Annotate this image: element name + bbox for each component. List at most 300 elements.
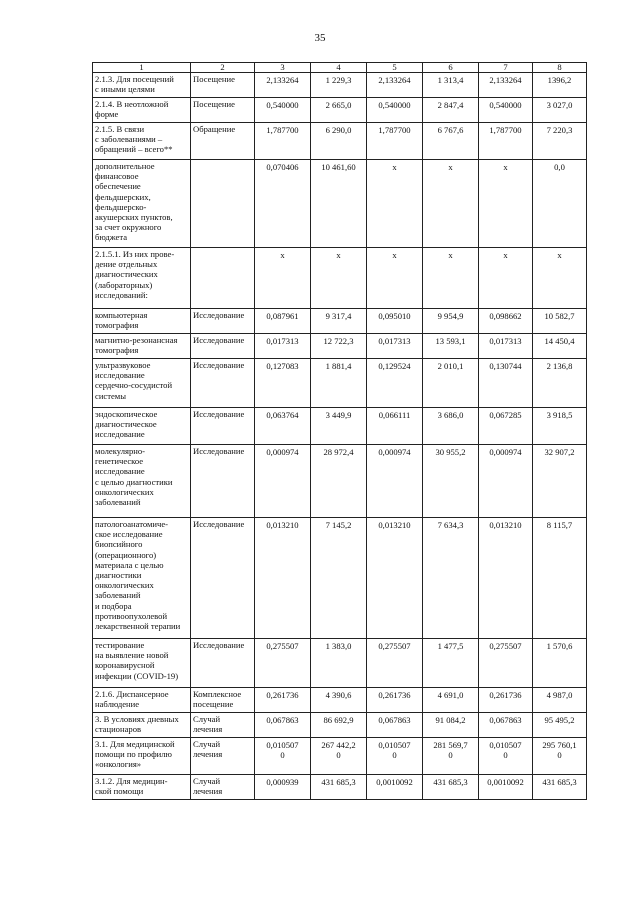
value-cell — [533, 713, 587, 738]
value-cell — [423, 359, 479, 408]
cell-text: томография — [95, 345, 139, 356]
cell-text: 0,070406 — [266, 162, 299, 172]
value-cell — [533, 639, 587, 688]
cell-text: магнитно-резонансная — [95, 335, 178, 345]
cell-text: 0,275507 — [266, 641, 299, 651]
cell-text: на выявление новой — [95, 650, 169, 661]
cell-text: 3 686,0 — [437, 410, 464, 420]
cell-text: исследование — [95, 370, 145, 381]
cell-text: ультразвуковое — [95, 360, 151, 370]
value-cell — [479, 309, 533, 334]
table-row — [93, 738, 587, 775]
cell-text: 0,0010092 — [487, 777, 524, 787]
value-cell — [255, 334, 311, 359]
cell-text: финансовое — [95, 171, 139, 182]
cell-text: 0 — [448, 750, 453, 761]
value-cell — [479, 518, 533, 639]
cell-text: 0,129524 — [378, 361, 411, 371]
value-cell — [311, 123, 367, 160]
value-cell — [423, 248, 479, 309]
cell-text: 0,275507 — [378, 641, 411, 651]
cell-text: 2.1.5. В связи — [95, 124, 145, 134]
cell-text: исследование — [95, 429, 145, 440]
value-cell — [367, 160, 423, 248]
value-cell — [255, 160, 311, 248]
value-cell — [533, 248, 587, 309]
unit-cell — [191, 775, 255, 800]
cell-text: генетическое — [95, 456, 144, 467]
column-number: 7 — [479, 63, 533, 73]
value-cell — [423, 408, 479, 445]
cell-text: 0,067285 — [489, 410, 522, 420]
cell-text: 0,261736 — [489, 690, 522, 700]
cell-text: 0,261736 — [378, 690, 411, 700]
cell-text: дение отдельных — [95, 259, 158, 270]
value-cell — [311, 518, 367, 639]
cell-text: 14 450,4 — [544, 336, 575, 346]
cell-text: (операционного) — [95, 549, 157, 560]
cell-text: 0,000939 — [266, 777, 299, 787]
cell-text: акушерских пунктов, — [95, 212, 173, 223]
table-row — [93, 639, 587, 688]
value-cell — [255, 73, 311, 98]
value-cell — [311, 359, 367, 408]
cell-text: лечения — [193, 724, 223, 735]
cell-text: 0,067863 — [266, 715, 299, 725]
cell-text: 1,787700 — [266, 125, 299, 135]
cell-text: 4 390,6 — [325, 690, 352, 700]
cell-text: биопсийного — [95, 539, 143, 550]
cell-text: Случай — [193, 776, 221, 786]
cell-text: 7 145,2 — [325, 520, 352, 530]
table-row — [93, 408, 587, 445]
row-name-cell — [93, 688, 191, 713]
cell-text: Исследование — [193, 409, 245, 419]
cell-text: заболеваний — [95, 590, 141, 601]
column-number-row — [93, 63, 587, 73]
unit-cell — [191, 688, 255, 713]
value-cell — [533, 518, 587, 639]
cell-text: коронавирусной — [95, 660, 155, 671]
table-row — [93, 713, 587, 738]
value-cell — [311, 334, 367, 359]
cell-text: 0,275507 — [489, 641, 522, 651]
cell-text: 9 317,4 — [325, 311, 352, 321]
cell-text: с заболеваниями – — [95, 134, 163, 145]
cell-text: 0,010507 — [266, 740, 299, 750]
cell-text: 0 — [557, 750, 562, 761]
value-cell — [367, 334, 423, 359]
value-cell — [367, 775, 423, 800]
cell-text: 2,133264 — [378, 75, 411, 85]
cell-text: 0,017313 — [489, 336, 522, 346]
cell-text: 86 692,9 — [323, 715, 354, 725]
cell-text: стационаров — [95, 724, 142, 735]
cell-text: 12 722,3 — [323, 336, 354, 346]
cell-text: 0,010507 — [378, 740, 411, 750]
unit-cell — [191, 98, 255, 123]
cell-text: х — [448, 162, 453, 172]
cell-text: материала с целью — [95, 559, 164, 570]
value-cell — [479, 738, 533, 775]
value-cell — [423, 639, 479, 688]
unit-cell — [191, 73, 255, 98]
value-cell — [367, 639, 423, 688]
table-row — [93, 73, 587, 98]
column-number: 6 — [423, 63, 479, 73]
cell-text: 0,017313 — [266, 336, 299, 346]
cell-text: Исследование — [193, 446, 245, 456]
cell-text: 281 569,7 — [433, 740, 468, 750]
row-name-cell — [93, 639, 191, 688]
cell-text: «онкология» — [95, 759, 142, 770]
value-cell — [423, 518, 479, 639]
cell-text: 0,013210 — [266, 520, 299, 530]
cell-text: 10 582,7 — [544, 311, 575, 321]
row-name-cell — [93, 518, 191, 639]
table-row — [93, 688, 587, 713]
cell-text: исследование — [95, 466, 145, 477]
value-cell — [311, 688, 367, 713]
cell-text: Посещение — [193, 99, 235, 109]
cell-text: наблюдение — [95, 699, 140, 710]
cell-text: 2 010,1 — [437, 361, 464, 371]
value-cell — [423, 334, 479, 359]
unit-cell — [191, 334, 255, 359]
cell-text: сердечно-сосудистой — [95, 380, 173, 391]
cell-text: 2.1.5.1. Из них прове- — [95, 249, 175, 259]
table-row — [93, 334, 587, 359]
column-number: 4 — [311, 63, 367, 73]
cell-text: 267 442,2 — [321, 740, 356, 750]
cell-text: 2.1.6. Диспансерное — [95, 689, 169, 699]
value-cell — [311, 73, 367, 98]
row-name-cell — [93, 775, 191, 800]
cell-text: 0,067863 — [378, 715, 411, 725]
cell-text: форме — [95, 109, 119, 120]
value-cell — [479, 334, 533, 359]
row-name-cell — [93, 713, 191, 738]
value-cell — [479, 775, 533, 800]
value-cell — [255, 445, 311, 518]
value-cell — [423, 98, 479, 123]
value-cell — [367, 123, 423, 160]
cell-text: помощи по профилю — [95, 749, 172, 760]
value-cell — [533, 98, 587, 123]
unit-cell — [191, 309, 255, 334]
cell-text: 0,010507 — [489, 740, 522, 750]
cell-text: 91 084,2 — [435, 715, 466, 725]
cell-text: 2.1.3. Для посещений — [95, 74, 174, 84]
cell-text: Исследование — [193, 640, 245, 650]
row-name-cell — [93, 160, 191, 248]
value-cell — [255, 738, 311, 775]
value-cell — [367, 713, 423, 738]
cell-text: 0,017313 — [378, 336, 411, 346]
column-number: 5 — [367, 63, 423, 73]
value-cell — [423, 775, 479, 800]
value-cell — [423, 713, 479, 738]
value-cell — [255, 309, 311, 334]
cell-text: (лабораторных) — [95, 279, 153, 290]
cell-text: 431 685,3 — [433, 777, 468, 787]
value-cell — [255, 688, 311, 713]
cell-text: 0,261736 — [266, 690, 299, 700]
cell-text: 1 477,5 — [437, 641, 464, 651]
unit-cell — [191, 359, 255, 408]
value-cell — [533, 738, 587, 775]
table-row — [93, 98, 587, 123]
value-cell — [479, 408, 533, 445]
table-row — [93, 445, 587, 518]
cell-text: 2 136,8 — [546, 361, 573, 371]
cell-text: 32 907,2 — [544, 447, 575, 457]
page-number: 35 — [314, 32, 326, 44]
cell-text: посещение — [193, 699, 234, 710]
cell-text: 10 461,60 — [321, 162, 356, 172]
cell-text: инфекции (COVID-19) — [95, 670, 179, 681]
value-cell — [479, 248, 533, 309]
cell-text: х — [503, 162, 508, 172]
cell-text: системы — [95, 390, 127, 401]
cell-text: 0,098662 — [489, 311, 522, 321]
cell-text: 7 634,3 — [437, 520, 464, 530]
value-cell — [533, 309, 587, 334]
cell-text: Исследование — [193, 519, 245, 529]
value-cell — [255, 775, 311, 800]
cell-text: 0,000974 — [378, 447, 411, 457]
cell-text: 2 665,0 — [325, 100, 352, 110]
value-cell — [367, 445, 423, 518]
column-number: 1 — [93, 63, 191, 73]
value-cell — [423, 445, 479, 518]
value-cell — [255, 518, 311, 639]
value-cell — [311, 639, 367, 688]
unit-cell — [191, 738, 255, 775]
cell-text: 3. В условиях дневных — [95, 714, 179, 724]
cell-text: 1 229,3 — [325, 75, 352, 85]
cell-text: фельдшерских, — [95, 191, 151, 202]
row-name-cell — [93, 73, 191, 98]
value-cell — [479, 73, 533, 98]
value-cell — [255, 639, 311, 688]
value-cell — [533, 688, 587, 713]
cell-text: 2 847,4 — [437, 100, 464, 110]
cell-text: 0,013210 — [378, 520, 411, 530]
cell-text: 0,0 — [554, 162, 565, 172]
row-name-cell — [93, 248, 191, 309]
cell-text: 0,087961 — [266, 311, 299, 321]
cell-text: лекарственной терапии — [95, 621, 181, 632]
cell-text: 1 313,4 — [437, 75, 464, 85]
value-cell — [367, 359, 423, 408]
cell-text: 2,133264 — [266, 75, 299, 85]
value-cell — [311, 445, 367, 518]
value-cell — [311, 309, 367, 334]
cell-text: Случай — [193, 739, 221, 749]
cell-text: 3 449,9 — [325, 410, 352, 420]
value-cell — [533, 445, 587, 518]
cell-text: Исследование — [193, 310, 245, 320]
cell-text: тестирование — [95, 640, 145, 650]
cell-text: ской помощи — [95, 786, 144, 797]
cell-text: Случай — [193, 714, 221, 724]
cell-text: 6 290,0 — [325, 125, 352, 135]
table-row — [93, 775, 587, 800]
cell-text: 13 593,1 — [435, 336, 466, 346]
value-cell — [367, 98, 423, 123]
cell-text: 8 115,7 — [546, 520, 573, 530]
cell-text: 0,540000 — [378, 100, 411, 110]
cell-text: и подбора — [95, 600, 132, 611]
value-cell — [311, 160, 367, 248]
cell-text: исследований: — [95, 289, 148, 300]
cell-text: 0,0010092 — [376, 777, 413, 787]
cell-text: 1 383,0 — [325, 641, 352, 651]
value-cell — [255, 408, 311, 445]
cell-text: с целью диагностики — [95, 476, 173, 487]
unit-cell — [191, 445, 255, 518]
value-cell — [255, 713, 311, 738]
cell-text: 1 881,4 — [325, 361, 352, 371]
value-cell — [479, 160, 533, 248]
cell-text: х — [392, 250, 397, 260]
value-cell — [367, 688, 423, 713]
cell-text: лечения — [193, 749, 223, 760]
cell-text: 4 987,0 — [546, 690, 573, 700]
cell-text: х — [336, 250, 341, 260]
value-cell — [367, 738, 423, 775]
row-name-cell — [93, 123, 191, 160]
value-cell — [423, 738, 479, 775]
cell-text: 4 691,0 — [437, 690, 464, 700]
cell-text: 0,000974 — [266, 447, 299, 457]
cell-text: 431 685,3 — [542, 777, 577, 787]
cell-text: 0,013210 — [489, 520, 522, 530]
cell-text: 1396,2 — [547, 75, 572, 85]
row-name-cell — [93, 334, 191, 359]
cell-text: 0,095010 — [378, 311, 411, 321]
cell-text: фельдшерско- — [95, 201, 147, 212]
row-name-cell — [93, 98, 191, 123]
cell-text: обеспечение — [95, 181, 141, 192]
value-cell — [255, 123, 311, 160]
cell-text: х — [280, 250, 285, 260]
cell-text: 1,787700 — [489, 125, 522, 135]
table-row — [93, 160, 587, 248]
unit-cell — [191, 639, 255, 688]
unit-cell — [191, 123, 255, 160]
cell-text: патологоанатомиче- — [95, 519, 169, 529]
value-cell — [311, 713, 367, 738]
cell-text: 6 767,6 — [437, 125, 464, 135]
cell-text: 3 918,5 — [546, 410, 573, 420]
cell-text: диагностических — [95, 269, 158, 280]
value-cell — [367, 248, 423, 309]
value-cell — [479, 688, 533, 713]
cell-text: 28 972,4 — [323, 447, 354, 457]
table-row — [93, 248, 587, 309]
cell-text: 0,067863 — [489, 715, 522, 725]
value-cell — [311, 98, 367, 123]
value-cell — [479, 713, 533, 738]
cell-text: 0 — [336, 750, 341, 761]
cell-text: 9 954,9 — [437, 311, 464, 321]
value-cell — [423, 123, 479, 160]
unit-cell — [191, 713, 255, 738]
cell-text: Обращение — [193, 124, 236, 134]
value-cell — [479, 445, 533, 518]
cell-text: 431 685,3 — [321, 777, 356, 787]
value-cell — [311, 248, 367, 309]
unit-cell — [191, 248, 255, 309]
cell-text: 0,066111 — [378, 410, 411, 420]
value-cell — [423, 160, 479, 248]
cell-text: 30 955,2 — [435, 447, 466, 457]
cell-text: 0 — [503, 750, 508, 761]
table-row — [93, 518, 587, 639]
cell-text: 295 760,1 — [542, 740, 577, 750]
value-cell — [423, 73, 479, 98]
cell-text: 0,063764 — [266, 410, 299, 420]
cell-text: диагностики — [95, 570, 142, 581]
value-cell — [255, 359, 311, 408]
cell-text: х — [448, 250, 453, 260]
value-cell — [533, 408, 587, 445]
cell-text: 0,130744 — [489, 361, 522, 371]
cell-text: ское исследование — [95, 529, 163, 540]
cell-text: 0,540000 — [489, 100, 522, 110]
value-cell — [533, 73, 587, 98]
value-cell — [479, 639, 533, 688]
value-cell — [533, 123, 587, 160]
cell-text: заболеваний — [95, 497, 141, 508]
cell-text: лечения — [193, 786, 223, 797]
cell-text: 0,000974 — [489, 447, 522, 457]
cell-text: 1,787700 — [378, 125, 411, 135]
unit-cell — [191, 518, 255, 639]
row-name-cell — [93, 445, 191, 518]
cell-text: 95 495,2 — [544, 715, 575, 725]
cell-text: с иными целями — [95, 84, 155, 95]
cell-text: дополнительное — [95, 161, 155, 171]
value-cell — [255, 248, 311, 309]
cell-text: 3 027,0 — [546, 100, 573, 110]
row-name-cell — [93, 309, 191, 334]
unit-cell — [191, 408, 255, 445]
cell-text: компьютерная — [95, 310, 148, 320]
cell-text: 0 — [280, 750, 285, 761]
cell-text: 0,540000 — [266, 100, 299, 110]
value-cell — [367, 518, 423, 639]
value-cell — [533, 359, 587, 408]
value-cell — [367, 309, 423, 334]
cell-text: 3.1.2. Для медицин- — [95, 776, 168, 786]
cell-text: 3.1. Для медицинской — [95, 739, 175, 749]
cell-text: 0,127083 — [266, 361, 299, 371]
value-cell — [533, 775, 587, 800]
cell-text: Исследование — [193, 335, 245, 345]
value-cell — [533, 160, 587, 248]
value-cell — [311, 408, 367, 445]
cell-text: эндоскопическое — [95, 409, 158, 419]
column-number: 3 — [255, 63, 311, 73]
cell-text: бюджета — [95, 232, 128, 243]
cell-text: Исследование — [193, 360, 245, 370]
value-cell — [367, 73, 423, 98]
table-row — [93, 359, 587, 408]
cell-text: онкологических — [95, 580, 154, 591]
